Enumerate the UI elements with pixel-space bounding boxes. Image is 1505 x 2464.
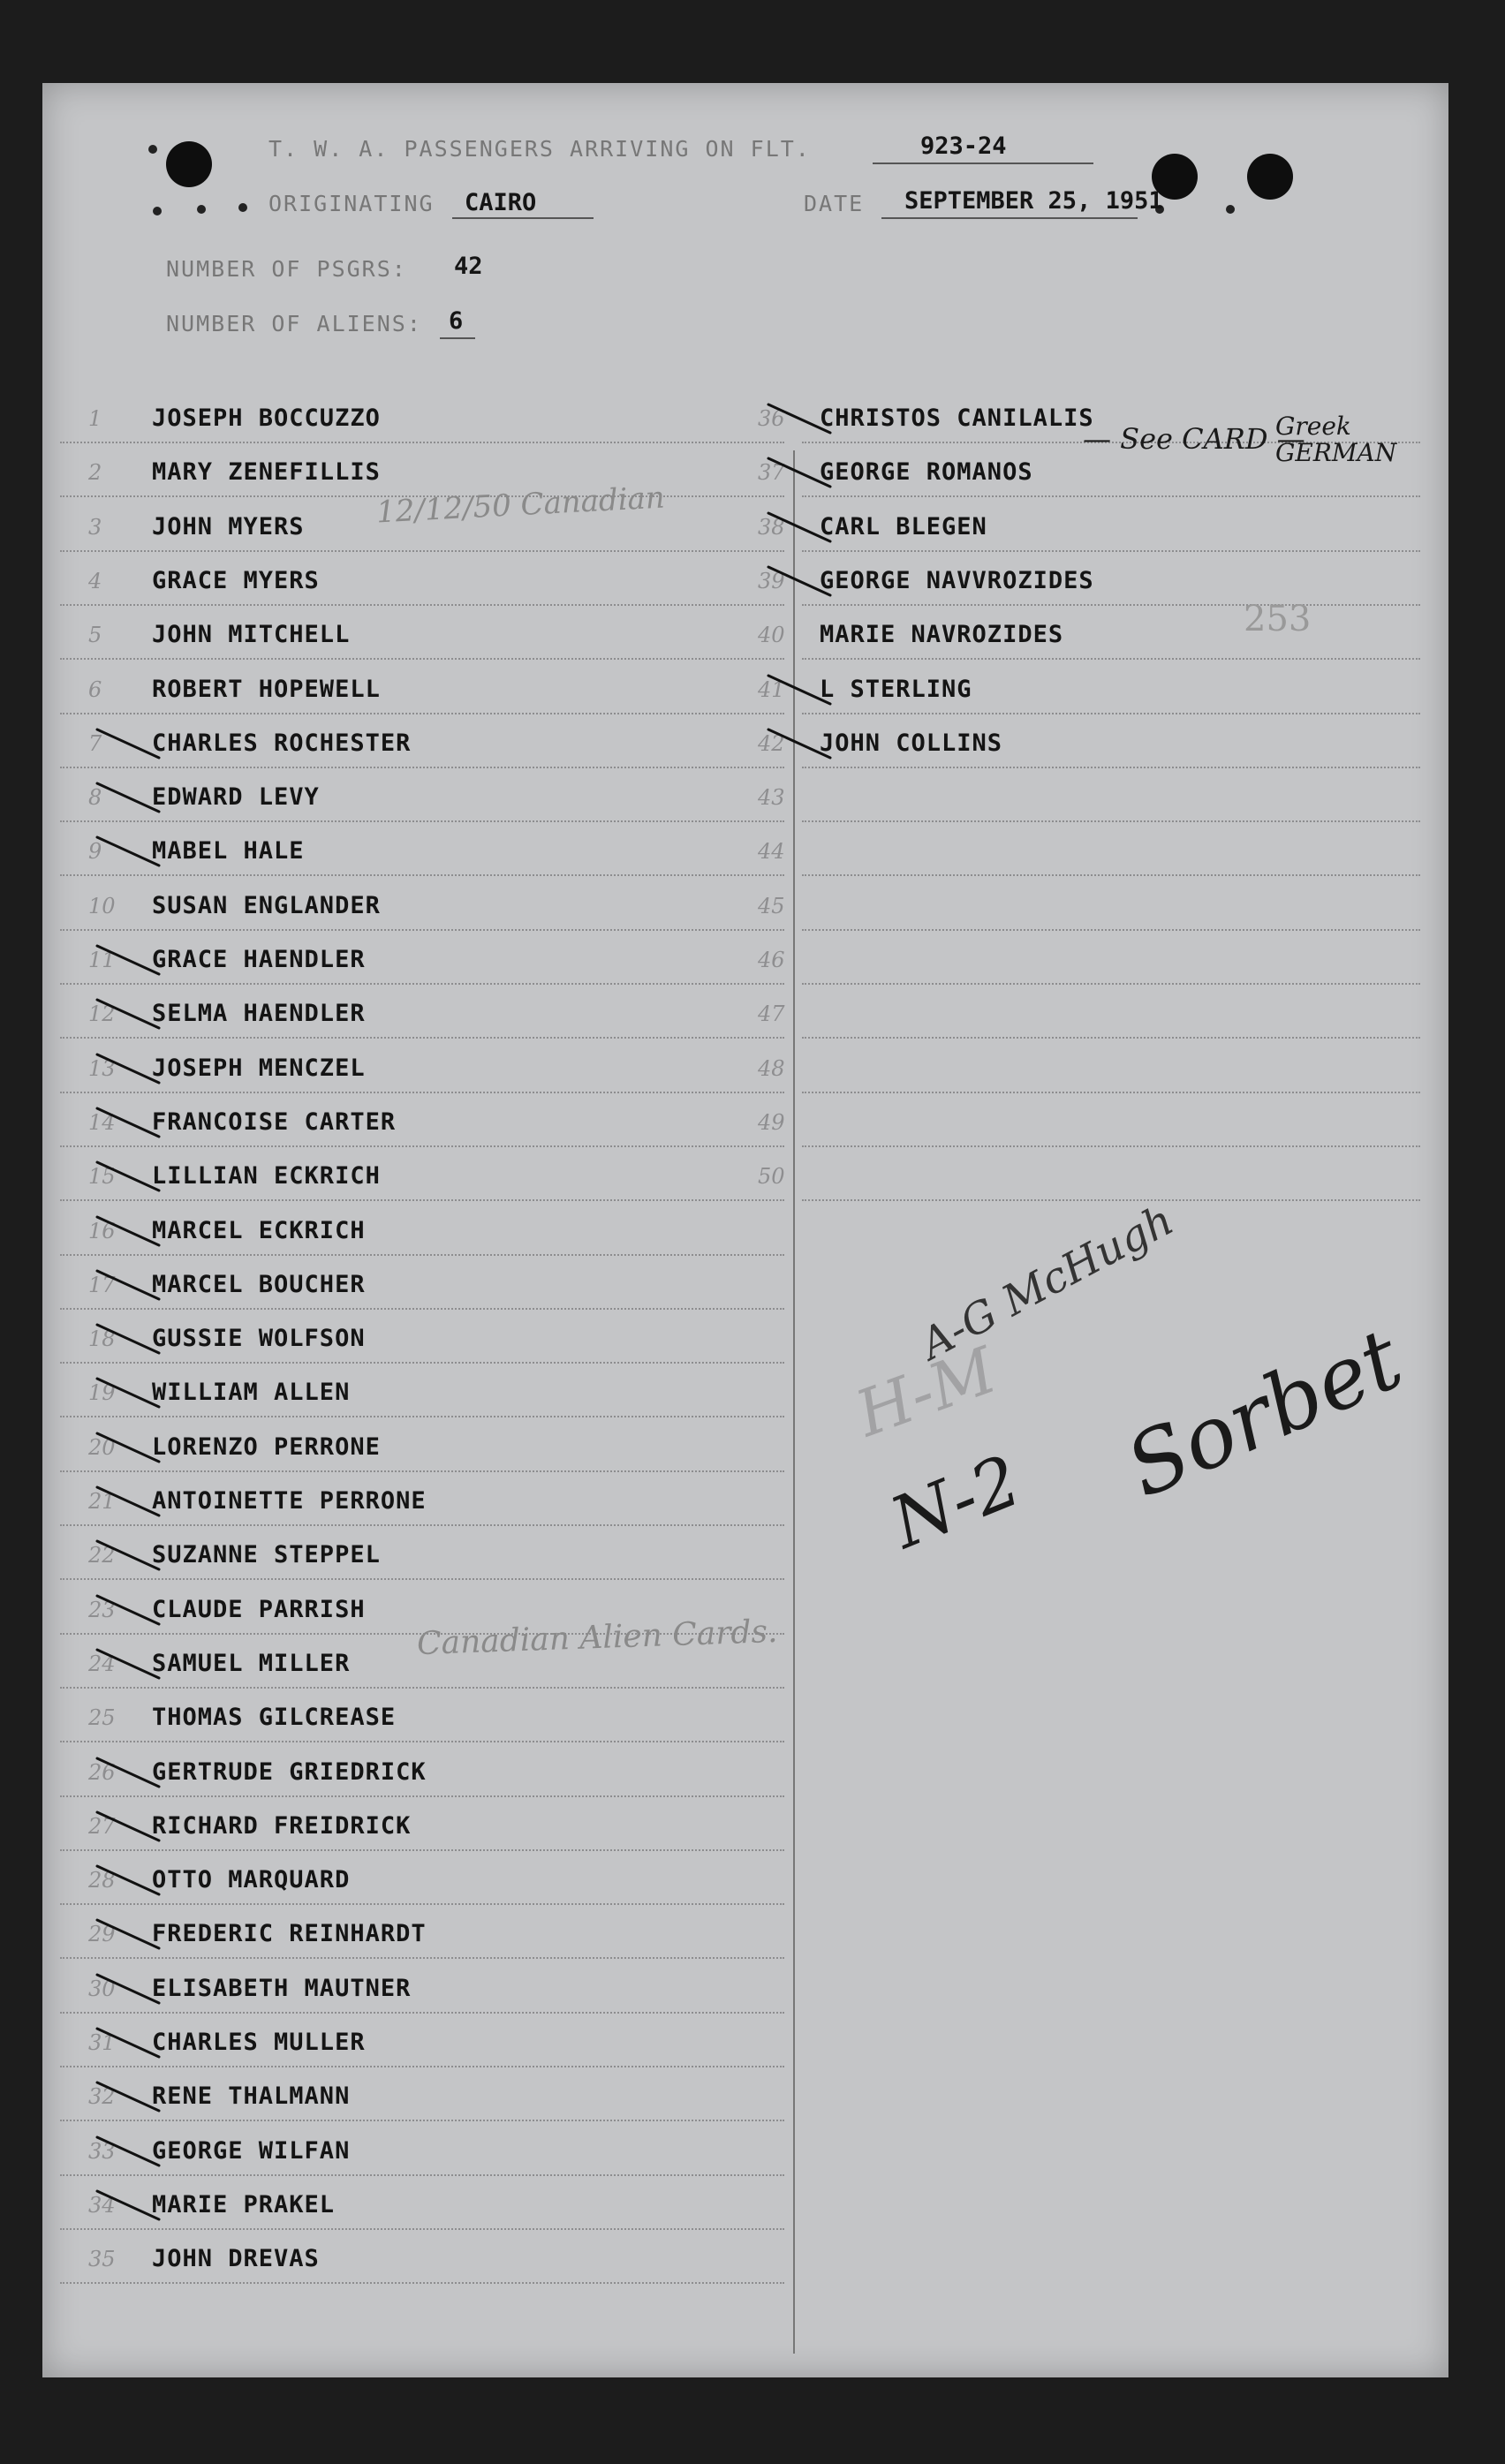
passenger-name: GERTRUDE GRIEDRICK — [152, 1758, 427, 1786]
row-number: 25 — [88, 1705, 116, 1730]
passenger-name: MARIE NAVROZIDES — [820, 621, 1064, 648]
passenger-name: MARIE PRAKEL — [152, 2191, 336, 2218]
check-mark — [97, 1325, 159, 1353]
passenger-name: ELISABETH MAUTNER — [152, 1975, 412, 2002]
check-mark — [768, 729, 830, 758]
row-number: 3 — [88, 515, 102, 540]
originating-value: CAIRO — [465, 189, 537, 216]
passenger-name: RENE THALMANN — [152, 2082, 351, 2110]
check-mark — [97, 1920, 159, 1948]
passenger-name: MARCEL ECKRICH — [152, 1217, 366, 1244]
row-number: 37 — [758, 460, 785, 485]
row-number: 16 — [88, 1219, 116, 1243]
row-number: 2 — [88, 460, 102, 485]
check-mark — [97, 1217, 159, 1245]
row-number: 10 — [88, 894, 116, 918]
passenger-name: EDWARD LEVY — [152, 783, 320, 811]
row-number: 13 — [88, 1056, 116, 1081]
row-number: 29 — [88, 1922, 116, 1946]
passenger-name: JOHN MITCHELL — [152, 621, 351, 648]
row-number: 49 — [758, 1110, 785, 1135]
passenger-name: JOHN DREVAS — [152, 2245, 320, 2272]
row-number: 21 — [88, 1489, 116, 1514]
check-mark — [97, 1487, 159, 1515]
stamp-253: 253 — [1244, 599, 1312, 639]
check-mark — [97, 2029, 159, 2057]
check-mark — [97, 1596, 159, 1624]
check-mark — [97, 2137, 159, 2165]
row-number: 35 — [88, 2247, 116, 2271]
psgrs-value: 42 — [454, 253, 483, 280]
check-mark — [97, 1541, 159, 1569]
n2-note: N-2 — [879, 1439, 1032, 1565]
row-number: 6 — [88, 677, 102, 702]
row-number: 11 — [88, 948, 116, 972]
passenger-name: FREDERIC REINHARDT — [152, 1920, 427, 1947]
row-number: 36 — [758, 406, 785, 431]
check-mark — [97, 946, 159, 974]
row-number: 24 — [88, 1651, 116, 1676]
row-number: 39 — [758, 569, 785, 593]
ag-note: A-G McHugh — [912, 1195, 1182, 1370]
hm-note: H-M — [846, 1333, 1006, 1451]
row-number: 46 — [758, 948, 785, 972]
row-number: 44 — [758, 839, 785, 864]
passenger-name: CHARLES ROCHESTER — [152, 729, 412, 757]
airline-line: T. W. A. PASSENGERS ARRIVING ON FLT. — [268, 136, 811, 162]
passenger-name: GEORGE ROMANOS — [820, 458, 1033, 486]
row-number: 31 — [88, 2030, 116, 2055]
passenger-name: CHARLES MULLER — [152, 2029, 366, 2056]
check-mark — [97, 729, 159, 758]
check-mark — [97, 2082, 159, 2111]
passenger-name: MARCEL BOUCHER — [152, 1271, 366, 1298]
check-mark — [97, 1162, 159, 1190]
row-number: 8 — [88, 785, 102, 810]
date-value: SEPTEMBER 25, 1951 — [904, 187, 1163, 215]
passenger-name: JOHN MYERS — [152, 513, 305, 540]
check-mark — [97, 1433, 159, 1462]
check-mark — [97, 1975, 159, 2003]
row-number: 42 — [758, 731, 785, 756]
passenger-name: THOMAS GILCREASE — [152, 1704, 397, 1731]
passenger-name: GRACE HAENDLER — [152, 946, 366, 973]
check-mark — [97, 1379, 159, 1407]
row-number: 18 — [88, 1326, 116, 1351]
greek-german-note: Greek GERMAN — [1275, 412, 1397, 467]
passenger-name: SUSAN ENGLANDER — [152, 892, 381, 919]
check-mark — [97, 1271, 159, 1299]
row-number: 1 — [88, 406, 102, 431]
passenger-name: GRACE MYERS — [152, 567, 320, 594]
passenger-name: ROBERT HOPEWELL — [152, 676, 381, 703]
check-mark — [97, 1054, 159, 1083]
canadian-note-1: 12/12/50 Canadian — [375, 480, 666, 531]
row-number: 26 — [88, 1760, 116, 1785]
check-mark — [97, 1000, 159, 1028]
row-number: 19 — [88, 1380, 116, 1405]
passenger-name: ANTOINETTE PERRONE — [152, 1487, 427, 1515]
passenger-name: CARL BLEGEN — [820, 513, 987, 540]
row-number: 14 — [88, 1110, 116, 1135]
row-number: 22 — [88, 1543, 116, 1568]
passenger-name: L STERLING — [820, 676, 972, 703]
passenger-name: GEORGE WILFAN — [152, 2137, 351, 2165]
check-mark — [768, 676, 830, 704]
passenger-name: JOSEPH BOCCUZZO — [152, 404, 381, 432]
row-number: 48 — [758, 1056, 785, 1081]
passenger-name: OTTO MARQUARD — [152, 1866, 351, 1893]
row-number: 47 — [758, 1001, 785, 1026]
passenger-name: CHRISTOS CANILALIS — [820, 404, 1094, 432]
check-mark — [768, 567, 830, 595]
check-mark — [97, 2191, 159, 2219]
passenger-name: LORENZO PERRONE — [152, 1433, 381, 1461]
flight-number: 923-24 — [920, 132, 1007, 160]
row-number: 9 — [88, 839, 102, 864]
originating-label: ORIGINATING — [268, 191, 435, 216]
check-mark — [97, 1758, 159, 1787]
row-number: 45 — [758, 894, 785, 918]
row-number: 17 — [88, 1273, 116, 1297]
row-number: 43 — [758, 785, 785, 810]
passenger-name: GUSSIE WOLFSON — [152, 1325, 366, 1352]
row-number: 5 — [88, 623, 102, 647]
check-mark — [768, 404, 830, 433]
check-mark — [768, 513, 830, 541]
check-mark — [97, 1650, 159, 1678]
passenger-name: SELMA HAENDLER — [152, 1000, 366, 1027]
row-number: 4 — [88, 569, 102, 593]
row-number: 50 — [758, 1164, 785, 1189]
row-number: 40 — [758, 623, 785, 647]
row-number: 12 — [88, 1001, 116, 1026]
check-mark — [97, 1812, 159, 1840]
passenger-name: LILLIAN ECKRICH — [152, 1162, 381, 1190]
row-number: 15 — [88, 1164, 116, 1189]
passenger-name: JOHN COLLINS — [820, 729, 1003, 757]
passenger-name: GEORGE NAVVROZIDES — [820, 567, 1094, 594]
check-mark — [97, 837, 159, 865]
row-number: 41 — [758, 677, 785, 702]
check-mark — [97, 783, 159, 812]
psgrs-label: NUMBER OF PSGRS: — [166, 256, 407, 282]
row-number: 20 — [88, 1435, 116, 1460]
check-mark — [97, 1866, 159, 1894]
row-number: 23 — [88, 1598, 116, 1622]
row-number: 30 — [88, 1976, 116, 2001]
row-number: 27 — [88, 1814, 116, 1839]
row-number: 33 — [88, 2139, 116, 2164]
aliens-value: 6 — [449, 307, 464, 335]
passenger-name: SUZANNE STEPPEL — [152, 1541, 381, 1568]
check-mark — [97, 1108, 159, 1137]
passenger-name: CLAUDE PARRISH — [152, 1596, 366, 1623]
date-label: DATE — [804, 191, 865, 216]
passenger-name: WILLIAM ALLEN — [152, 1379, 351, 1406]
passenger-name: SAMUEL MILLER — [152, 1650, 351, 1677]
row-number: 28 — [88, 1868, 116, 1893]
passenger-name: FRANCOISE CARTER — [152, 1108, 397, 1136]
check-mark — [768, 458, 830, 487]
passenger-name: JOSEPH MENCZEL — [152, 1054, 366, 1082]
signature: Sorbet — [1112, 1309, 1416, 1517]
row-number: 7 — [88, 731, 102, 756]
see-card-note: — See CARD — — [1083, 422, 1305, 456]
aliens-label: NUMBER OF ALIENS: — [166, 311, 422, 336]
passenger-name: MARY ZENEFILLIS — [152, 458, 381, 486]
passenger-name: MABEL HALE — [152, 837, 305, 865]
row-number: 34 — [88, 2193, 116, 2218]
row-number: 32 — [88, 2084, 116, 2109]
row-number: 38 — [758, 515, 785, 540]
canadian-note-2: Canadian Alien Cards. — [416, 1613, 779, 1663]
passenger-name: RICHARD FREIDRICK — [152, 1812, 412, 1840]
